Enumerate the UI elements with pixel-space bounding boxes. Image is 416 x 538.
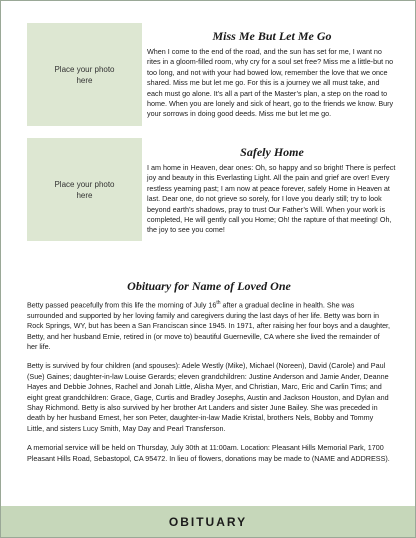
obituary-paragraph: Betty passed peacefully from this life the morning of July 16th after a gradual decline in health. She was surrounded and supported by her loving family and caregivers during the last days of her life. Betty was born in Rock Springs, WY, but has been a San Franciscan since 1945. In 1971, after raising her four boys and a daughter, Betty, and her husband Ernie, retired in (or move to) beautiful Guerneville, CA where she lived the remainder of her life. [27, 300, 391, 352]
footer-banner [1, 506, 415, 537]
obituary-paragraph: A memorial service will be held on Thursday, July 30th at 11:00am. Location: Pleasant Hills Memorial Park, 1700 Pleasant Hills Road, Sebastopol, CA 95472. In lieu of flowers, donations may be made to (NAME and ADDRESS). [27, 443, 390, 463]
poem-body: I am home in Heaven, dear ones: Oh, so happy and so bright! There is perfect joy and beauty in this Everlasting Light. All the pain and grief are over! Every restless yearning past; I am now at peace forever, safely Home in Heaven at last. Dear one, do not grieve so sorely, for I love you dearly still; try to look beyond earth’s shadows, pray to trust Our Father’s Will. When your work is completed, He will gently call you Home; Oh! the rapture of that meeting! Oh, the joy to see you come! [147, 163, 396, 235]
photo-placeholder-1[interactable] [27, 23, 142, 126]
obituary-text [27, 298, 391, 473]
poem-title: Miss Me But Let Me Go [212, 29, 332, 43]
obituary-paragraph: Betty is survived by four children (and spouses): Adele Westly (Mike), Michael (Noreen), David (Carole) and Paul (Sue) Gaines; daughter-in-law Louise Gerards; eleven grandchildren: Justine Anderson and Jamie Ander, Deanne Hayes and Debbie Johnes, Rachel and Jonah Little, Alisha Myer, and Christian, Marc, Eric and Carlin Tims; and eight great grandchildren: Grace, Gage, Curtis and Bradley Josephs, Austin and Jackson Houston, and Dylan and Shay Richmond. Betty is also survived by her brother Art Landers and sister June Bailey. She was preceded in death by her husband Ernest, her son Peter, daughter-in-law Madie Kristal, brothers Nels, Bobby and Tommy Little, and sisters Lucy Smith, May Day and Pearl Transferson. [27, 361, 389, 433]
poem-section-1 [147, 29, 397, 120]
photo-placeholder-2[interactable] [27, 138, 142, 241]
poem-title: Safely Home [240, 145, 304, 159]
poem-body: When I come to the end of the road, and the sun has set for me, I want no rites in a gloom-filled room, why cry for a soul set free? Miss me a little-but no too long, and not with your had bowed low, remember the love that we once shared. Miss me but let me go. For this is a journey we all must take, and each must go alone. It’s all a part of the Master’s plan, a step on the road to home. When you are lonely and sick of heart, go to the friends we know. Bury your sorrows in doing good deeds. Miss me but let me go. [147, 47, 394, 119]
poem-section-2 [147, 145, 397, 236]
footer-label: OBITUARY [168, 514, 248, 529]
photo-placeholder-label: Place your photo here [54, 64, 115, 85]
photo-placeholder-label: Place your photo here [54, 179, 115, 200]
obituary-heading: Obituary for Name of Loved One [127, 279, 291, 293]
